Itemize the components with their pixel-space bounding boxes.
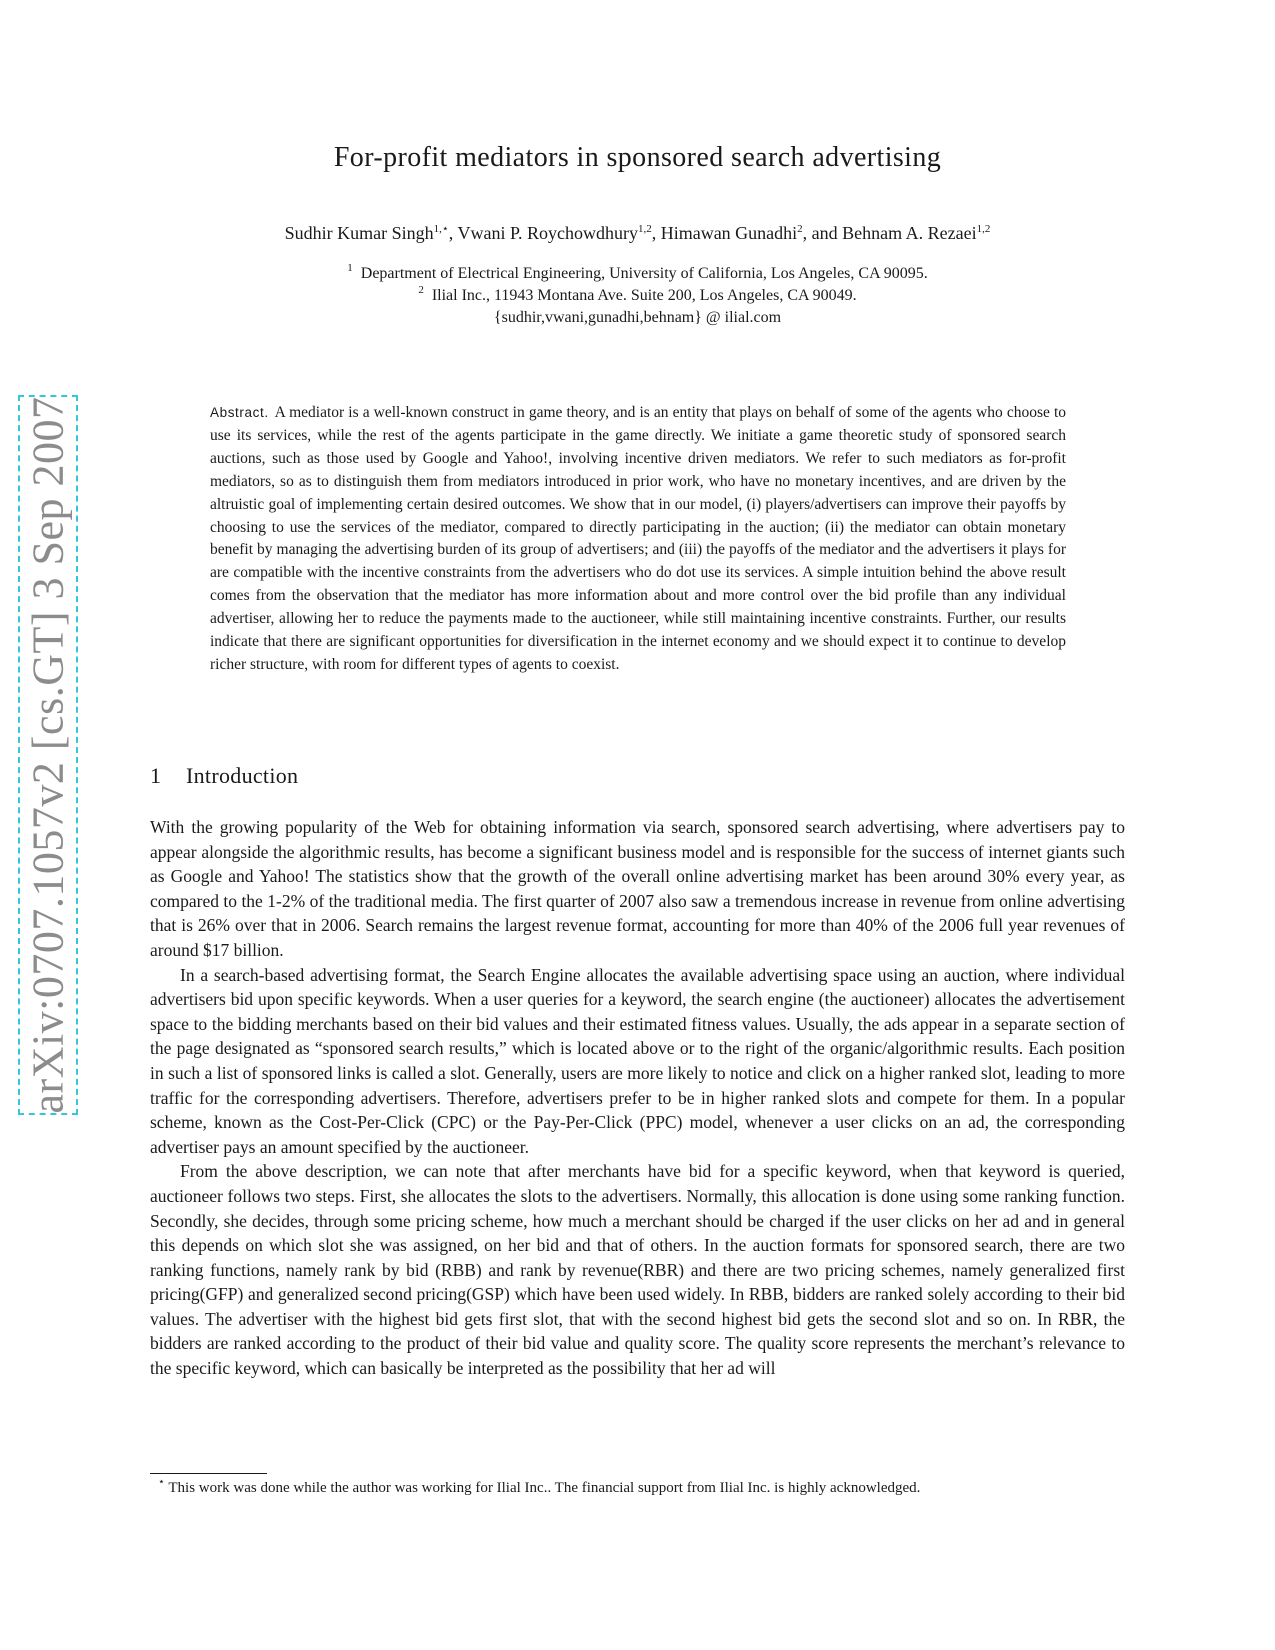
abstract	[210, 402, 1066, 677]
paragraph: With the growing popularity of the Web for obtaining information via search, sponsored search advertising, where advertisers pay to appear alongside the algorithmic results, has become a significant business model and is responsible for the success of internet giants such as Google and Yahoo! The statistics show that the growth of the overall online advertising market has been around 30% every year, as compared to the 1-2% of the traditional media. The first quarter of 2007 also saw a tremendous increase in revenue from online advertising that is 26% over that in 2006. Search remains the largest revenue format, accounting for more than 40% of the 2006 full year revenues of around $17 billion.	[150, 817, 1125, 960]
author-name: Himawan Gunadhi	[660, 223, 798, 243]
footnote-mark: ⋆	[158, 1476, 165, 1488]
introduction-body	[150, 815, 1125, 1381]
paragraph: In a search-based advertising format, the Search Engine allocates the available advertising space using an auction, where individual advertisers bid upon specific keywords. When a user queries for a keyword, the search engine (the auctioneer) allocates the advertisement space to the bidding merchants based on their bid values and their estimated fitness values. Usually, the ads appear in a separate section of the page designated as “sponsored search results,” which is located above or to the right of the organic/algorithmic results. Each position in such a list of sponsored links is called a slot. Generally, users are more likely to notice and click on a higher ranked slot, leading to more traffic for the corresponding advertisers. Therefore, advertisers prefer to be in higher ranked slots and compete for them. In a popular scheme, known as the Cost-Per-Click (CPC) or the Pay-Per-Click (PPC) model, whenever a user clicks on an ad, the corresponding advertiser pays an amount specified by the auctioneer.	[150, 964, 1125, 1157]
paper-title: For-profit mediators in sponsored search advertising	[333, 142, 942, 173]
author-affiliation-mark: 2	[797, 223, 803, 235]
author-affiliation-mark: 1,2	[976, 223, 991, 235]
author-name: Behnam A. Rezaei	[842, 223, 977, 243]
paragraph: From the above description, we can note that after merchants have bid for a specific keyword, when that keyword is queried, auctioneer follows two steps. First, she allocates the slots to the advertisers. Normally, this allocation is done using some ranking function. Secondly, she decides, through some pricing scheme, how much a merchant should be charged if the user clicks on her ad and in general this depends on which slot she was assigned, on her bid and that of others. In the auction formats for sponsored search, there are two ranking functions, namely rank by bid (RBB) and rank by revenue(RBR) and there are two pricing schemes, namely generalized first pricing(GFP) and generalized second pricing(GSP) which have been used widely. In RBB, bidders are ranked solely according to their bid values. The advertiser with the highest bid gets first slot, that with the second highest bid gets the second slot and so on. In RBR, the bidders are ranked according to the product of their bid value and quality score. The quality score represents the merchant’s relevance to the specific keyword, which can basically be interpreted as the possibility that her ad will	[150, 1161, 1125, 1379]
affiliation-1: $^1$ Department of Electrical Engineering, University of California, Los Angeles, CA 90095.	[347, 262, 928, 282]
author-name: Vwani P. Roychowdhury	[457, 223, 638, 243]
section-title: Introduction	[186, 763, 299, 788]
footnote-divider	[150, 1473, 267, 1474]
abstract-label: Abstract.	[210, 405, 269, 420]
abstract-text: A mediator is a well-known construct in game theory, and is an entity that plays on behalf of some of the agents who choose to use its services, while the rest of the agents participate in the game directly. We initiate a game theoretic study of sponsored search auctions, such as those used by Google and Yahoo!, involving incentive driven mediators. We refer to such mediators as for-profit mediators, so as to distinguish them from mediators introduced in prior work, who have no monetary incentives, and are driven by the altruistic goal of implementing certain desired outcomes. We show that in our model, (i) players/advertisers can improve their payoffs by choosing to use the services of the mediator, compared to directly participating in the auction; (ii) the mediator can obtain monetary benefit by managing the advertising burden of its group of advertisers; and (iii) the payoffs of the mediator and the advertisers it plays for are compatible with the incentive constraints from the advertisers who do dot use its services. A simple intuition behind the above result comes from the observation that the mediator has more information about and more control over the bid profile than any individual advertiser, allowing her to reduce the payments made to the auctioneer, while still maintaining incentive constraints. Further, our results indicate that there are significant opportunities for diversification in the internet economy and we should expect it to continue to develop richer structure, with room for different types of agents to coexist.	[210, 404, 1066, 673]
footnote-text: This work was done while the author was working for Ilial Inc.. The financial support from Ilial Inc. is highly acknowledged.	[168, 1480, 921, 1496]
arxiv-identifier: arXiv:0707.1057v2 [cs.GT] 3 Sep 2007	[23, 396, 73, 1114]
section-heading-introduction	[150, 763, 298, 789]
author-affiliation-mark: 1,2	[637, 223, 652, 235]
author-emails: {sudhir,vwani,gunadhi,behnam} @ ilial.com	[493, 309, 782, 326]
author-affiliation-mark: 1,⋆	[433, 223, 449, 235]
author-name: Sudhir Kumar Singh	[284, 223, 434, 243]
footnote	[158, 1476, 921, 1497]
affiliation-2: $^2$ Ilial Inc., 11943 Montana Ave. Suite 200, Los Angeles, CA 90049.	[418, 284, 857, 304]
section-number: 1	[150, 763, 162, 788]
author-list: Sudhir Kumar Singh$^{1,⋆}$, Vwani P. Roychowdhury$^{1,2}$, Himawan Gunadhi$^2$, and Behnam A. Rezaei$^{1,2}$	[284, 223, 991, 243]
arxiv-sidebar-stamp	[18, 395, 78, 1115]
